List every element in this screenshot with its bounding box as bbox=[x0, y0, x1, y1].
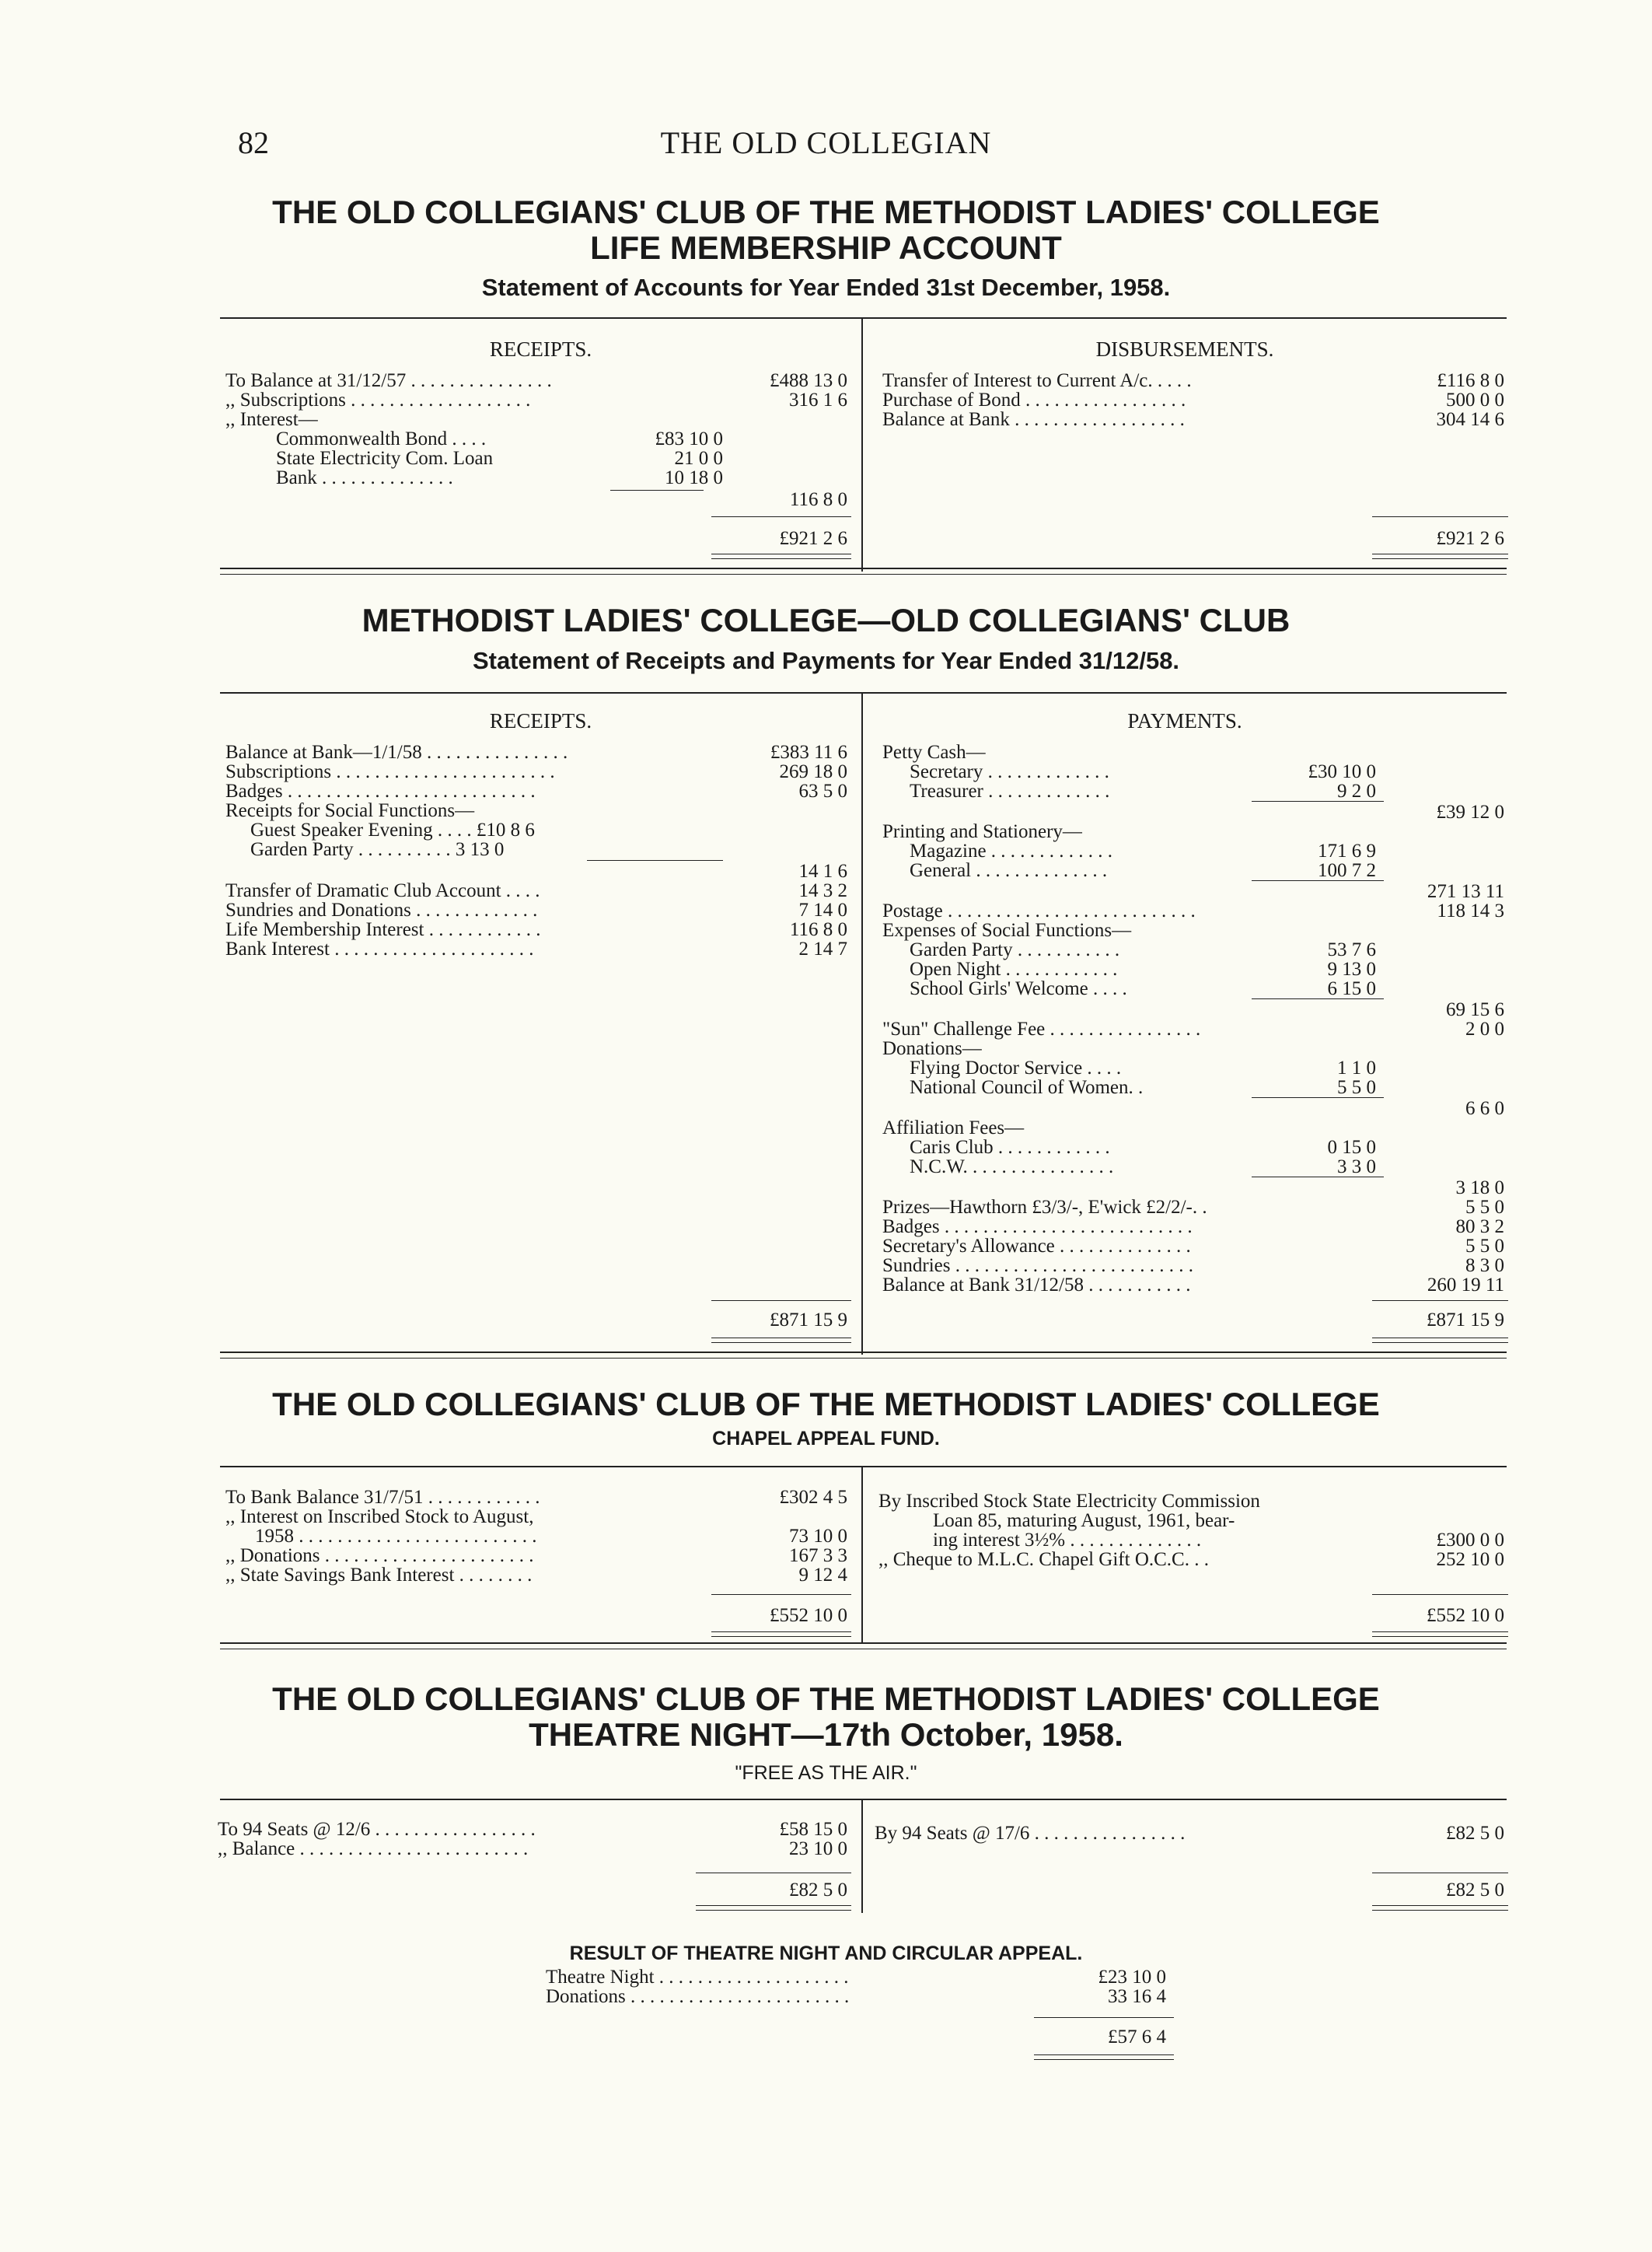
life-left-label-4: State Electricity Com. Loan bbox=[276, 448, 494, 469]
club-right-mid-11: 9 13 0 bbox=[1327, 959, 1376, 980]
club-right-rule-social bbox=[1252, 998, 1384, 999]
club-right-label-17: National Council of Women. . bbox=[910, 1077, 1144, 1098]
club-right-label-10: Garden Party . . . . . . . . . . . bbox=[910, 939, 1120, 960]
chapel-right-double-rule bbox=[1372, 1631, 1508, 1637]
chapel-right-label-3: ,, Cheque to M.L.C. Chapel Gift O.C.C. . . bbox=[878, 1549, 1209, 1570]
club-right-label-23: Prizes—Hawthorn £3/3/-, E'wick £2/2/-. . bbox=[882, 1197, 1207, 1218]
club-right-label-21: N.C.W. . . . . . . . . . . . . . . . bbox=[910, 1156, 1114, 1177]
theatre-left-amount-0: £58 15 0 bbox=[779, 1819, 847, 1840]
page-number: 82 bbox=[238, 125, 269, 160]
club-right-mid-6: 100 7 2 bbox=[1318, 860, 1376, 881]
life-right-label-1: Purchase of Bond . . . . . . . . . . . . . . . . . bbox=[882, 390, 1186, 411]
club-right-mid-16: 1 1 0 bbox=[1337, 1058, 1376, 1079]
chapel-left-amount-0: £302 4 5 bbox=[779, 1487, 847, 1508]
result-amount-1: 33 16 4 bbox=[1108, 1986, 1166, 2007]
life-left-amount-4: 21 0 0 bbox=[674, 448, 723, 469]
chapel-left-double-rule bbox=[711, 1631, 851, 1637]
chapel-left-amount-3: 167 3 3 bbox=[789, 1545, 847, 1566]
club-right-label-6: General . . . . . . . . . . . . . . bbox=[910, 860, 1108, 881]
club-right-amount-25: 5 5 0 bbox=[1465, 1236, 1504, 1257]
club-right-amount-26: 8 3 0 bbox=[1465, 1255, 1504, 1276]
club-right-mid-20: 0 15 0 bbox=[1327, 1137, 1376, 1158]
theatre-left-total: £82 5 0 bbox=[789, 1880, 847, 1901]
club-left-amount-9: 116 8 0 bbox=[789, 919, 847, 940]
club-right-mid-21: 3 3 0 bbox=[1337, 1156, 1376, 1177]
life-left-amount-5: 10 18 0 bbox=[665, 467, 723, 488]
chapel-left-label-2: 1958 . . . . . . . . . . . . . . . . . . . . . . . . . bbox=[255, 1526, 537, 1547]
life-left-amount-0: £488 13 0 bbox=[770, 370, 847, 391]
chapel-left-label-1: ,, Interest on Inscribed Stock to August, bbox=[225, 1506, 534, 1527]
theatre-right-double-rule bbox=[1372, 1905, 1508, 1911]
club-top-rule bbox=[220, 692, 1507, 694]
club-right-double-rule bbox=[1372, 1338, 1508, 1343]
life-left-amount-3: £83 10 0 bbox=[655, 428, 723, 449]
club-left-amount-2: 63 5 0 bbox=[798, 781, 847, 802]
life-left-amount-1: 316 1 6 bbox=[789, 390, 847, 411]
life-left-label-1: ,, Subscriptions . . . . . . . . . . . . . . . . . . . bbox=[225, 390, 531, 411]
chapel-left-label-4: ,, State Savings Bank Interest . . . . . . . . bbox=[225, 1565, 533, 1586]
club-left-subtotal-rule bbox=[587, 860, 723, 861]
club-right-label-20: Caris Club . . . . . . . . . . . . bbox=[910, 1137, 1110, 1158]
life-top-rule bbox=[220, 317, 1507, 319]
club-right-mid-12: 6 15 0 bbox=[1327, 978, 1376, 999]
club-right-label-5: Magazine . . . . . . . . . . . . . bbox=[910, 841, 1113, 862]
result-total-rule bbox=[1034, 2017, 1174, 2018]
club-left-label-2: Badges . . . . . . . . . . . . . . . . . . . . . . . . . . bbox=[225, 781, 536, 802]
club-right-mid-17: 5 5 0 bbox=[1337, 1077, 1376, 1098]
club-left-total: £871 15 9 bbox=[770, 1310, 847, 1331]
life-left-label-5: Bank . . . . . . . . . . . . . . bbox=[276, 467, 453, 488]
club-right-label-11: Open Night . . . . . . . . . . . . bbox=[910, 959, 1118, 980]
club-left-double-rule bbox=[711, 1338, 851, 1343]
life-right-double-rule bbox=[1372, 554, 1508, 559]
life-subtitle: Statement of Accounts for Year Ended 31st December, 1958. bbox=[481, 274, 1171, 301]
result-double-rule bbox=[1034, 2054, 1174, 2060]
running-head: THE OLD COLLEGIAN bbox=[660, 125, 992, 160]
club-right-mid-5: 171 6 9 bbox=[1318, 841, 1376, 862]
theatre-left-label-0: To 94 Seats @ 12/6 . . . . . . . . . . . . . . . . . bbox=[218, 1819, 536, 1840]
club-right-label-15: Donations— bbox=[882, 1038, 982, 1059]
club-left-amount-1: 269 18 0 bbox=[779, 761, 847, 782]
club-left-amount-10: 2 14 7 bbox=[798, 939, 847, 960]
theatre-title-2: THEATRE NIGHT—17th October, 1958. bbox=[529, 1716, 1123, 1753]
theatre-left-amount-1: 23 10 0 bbox=[789, 1838, 847, 1859]
chapel-left-total-rule bbox=[711, 1594, 851, 1595]
club-bottom-rule bbox=[220, 1352, 1507, 1353]
club-right-amount-23: 5 5 0 bbox=[1465, 1197, 1504, 1218]
chapel-right-label-2: ing interest 3½% . . . . . . . . . . . . . . bbox=[933, 1530, 1202, 1551]
club-right-label-26: Sundries . . . . . . . . . . . . . . . . . . . . . . . . . bbox=[882, 1255, 1193, 1276]
life-right-amount-0: £116 8 0 bbox=[1437, 370, 1504, 391]
club-right-rule-petty bbox=[1252, 801, 1384, 802]
chapel-subtitle: CHAPEL APPEAL FUND. bbox=[712, 1428, 940, 1449]
chapel-left-total: £552 10 0 bbox=[770, 1605, 847, 1626]
club-right-label-2: Treasurer . . . . . . . . . . . . . bbox=[910, 781, 1110, 802]
life-bottom-rule-2 bbox=[220, 574, 1507, 575]
life-title-1: THE OLD COLLEGIANS' CLUB OF THE METHODIST LADIES' COLLEGE bbox=[272, 194, 1380, 230]
club-right-mid-10: 53 7 6 bbox=[1327, 939, 1376, 960]
club-left-label-7: Transfer of Dramatic Club Account . . . . bbox=[225, 880, 540, 901]
club-right-label-12: School Girls' Welcome . . . . bbox=[910, 978, 1127, 999]
chapel-left-label-0: To Bank Balance 31/7/51 . . . . . . . . . . . . bbox=[225, 1487, 540, 1508]
club-left-label-1: Subscriptions . . . . . . . . . . . . . . . . . . . . . . . bbox=[225, 761, 555, 782]
club-right-mid-1: £30 10 0 bbox=[1308, 761, 1376, 782]
club-left-label-8: Sundries and Donations . . . . . . . . . . . . . bbox=[225, 900, 538, 921]
theatre-top-rule bbox=[220, 1799, 1507, 1800]
life-left-total: £921 2 6 bbox=[779, 528, 847, 549]
chapel-right-amount-2: £300 0 0 bbox=[1436, 1530, 1504, 1551]
club-right-label-0: Petty Cash— bbox=[882, 742, 986, 763]
club-right-label-27: Balance at Bank 31/12/58 . . . . . . . . . . . bbox=[882, 1275, 1191, 1296]
club-receipts-heading: RECEIPTS. bbox=[489, 709, 592, 733]
life-left-label-0: To Balance at 31/12/57 . . . . . . . . . . . . . . . bbox=[225, 370, 552, 391]
club-right-label-4: Printing and Stationery— bbox=[882, 821, 1082, 842]
theatre-left-double-rule bbox=[696, 1905, 851, 1911]
club-right-label-25: Secretary's Allowance . . . . . . . . . . . . . . bbox=[882, 1236, 1191, 1257]
club-right-amount-7: 271 13 11 bbox=[1427, 881, 1504, 902]
club-title: METHODIST LADIES' COLLEGE—OLD COLLEGIANS' CLUB bbox=[361, 602, 1291, 638]
result-label-1: Donations . . . . . . . . . . . . . . . . . . . . . . . bbox=[546, 1986, 850, 2007]
club-left-amount-7: 14 3 2 bbox=[798, 880, 847, 901]
club-right-amount-8: 118 14 3 bbox=[1437, 900, 1504, 921]
theatre-left-label-1: ,, Balance . . . . . . . . . . . . . . . . . . . . . . . . bbox=[218, 1838, 529, 1859]
chapel-left-label-3: ,, Donations . . . . . . . . . . . . . . . . . . . . . . bbox=[225, 1545, 534, 1566]
club-left-label-0: Balance at Bank—1/1/58 . . . . . . . . . . . . . . . bbox=[225, 742, 568, 763]
club-left-total-rule bbox=[711, 1300, 851, 1301]
club-right-label-14: "Sun" Challenge Fee . . . . . . . . . . . . . . . . bbox=[882, 1019, 1201, 1040]
life-left-amount-6: 116 8 0 bbox=[789, 489, 847, 510]
club-left-label-9: Life Membership Interest . . . . . . . . . . . . bbox=[225, 919, 541, 940]
life-right-amount-1: 500 0 0 bbox=[1446, 390, 1504, 411]
club-right-label-16: Flying Doctor Service . . . . bbox=[910, 1058, 1122, 1079]
life-left-double-rule bbox=[711, 554, 851, 559]
club-right-amount-27: 260 19 11 bbox=[1427, 1275, 1504, 1296]
club-left-amount-6: 14 1 6 bbox=[798, 861, 847, 882]
club-right-total-rule bbox=[1372, 1300, 1508, 1301]
result-label-0: Theatre Night . . . . . . . . . . . . . . . . . . . . bbox=[546, 1967, 849, 1988]
club-left-amount-8: 7 14 0 bbox=[798, 900, 847, 921]
club-right-amount-22: 3 18 0 bbox=[1455, 1177, 1504, 1198]
club-bottom-rule-2 bbox=[220, 1358, 1507, 1359]
chapel-left-amount-4: 9 12 4 bbox=[798, 1565, 847, 1586]
life-right-label-2: Balance at Bank . . . . . . . . . . . . . . . . . . bbox=[882, 409, 1185, 430]
chapel-divider bbox=[861, 1467, 863, 1642]
chapel-title: THE OLD COLLEGIANS' CLUB OF THE METHODIST LADIES' COLLEGE bbox=[272, 1386, 1380, 1422]
life-right-label-0: Transfer of Interest to Current A/c. . . . . bbox=[882, 370, 1192, 391]
club-right-label-19: Affiliation Fees— bbox=[882, 1117, 1025, 1138]
club-right-label-24: Badges . . . . . . . . . . . . . . . . . . . . . . . . . . bbox=[882, 1216, 1193, 1237]
club-left-amount-0: £383 11 6 bbox=[770, 742, 847, 763]
chapel-right-total: £552 10 0 bbox=[1427, 1605, 1504, 1626]
life-left-label-2: ,, Interest— bbox=[225, 409, 318, 430]
theatre-right-amount-0: £82 5 0 bbox=[1446, 1823, 1504, 1844]
chapel-bottom-rule bbox=[220, 1642, 1507, 1644]
result-total: £57 6 4 bbox=[1108, 2026, 1166, 2047]
club-right-total: £871 15 9 bbox=[1427, 1310, 1504, 1331]
club-right-label-1: Secretary . . . . . . . . . . . . . bbox=[910, 761, 1109, 782]
club-subtitle: Statement of Receipts and Payments for Year Ended 31/12/58. bbox=[472, 647, 1180, 674]
club-left-label-10: Bank Interest . . . . . . . . . . . . . . . . . . . . . bbox=[225, 939, 534, 960]
theatre-divider bbox=[861, 1800, 863, 1913]
result-amount-0: £23 10 0 bbox=[1098, 1967, 1166, 1988]
club-right-mid-2: 9 2 0 bbox=[1337, 781, 1376, 802]
chapel-right-label-0: By Inscribed Stock State Electricity Commission bbox=[878, 1491, 1260, 1512]
chapel-right-label-1: Loan 85, maturing August, 1961, bear- bbox=[933, 1510, 1235, 1531]
life-left-total-rule bbox=[711, 516, 851, 517]
club-left-label-5: Garden Party . . . . . . . . . . 3 13 0 bbox=[250, 839, 505, 860]
club-divider bbox=[861, 694, 863, 1355]
club-right-amount-24: 80 3 2 bbox=[1455, 1216, 1504, 1237]
life-title-2: LIFE MEMBERSHIP ACCOUNT bbox=[590, 229, 1062, 266]
theatre-right-total: £82 5 0 bbox=[1446, 1880, 1504, 1901]
theatre-title-1: THE OLD COLLEGIANS' CLUB OF THE METHODIST LADIES' COLLEGE bbox=[272, 1680, 1380, 1717]
club-right-rule-donations bbox=[1252, 1097, 1384, 1098]
life-right-total-rule bbox=[1372, 516, 1508, 517]
club-right-amount-13: 69 15 6 bbox=[1446, 999, 1504, 1020]
chapel-right-total-rule bbox=[1372, 1594, 1508, 1595]
chapel-left-amount-2: 73 10 0 bbox=[789, 1526, 847, 1547]
club-right-label-9: Expenses of Social Functions— bbox=[882, 920, 1132, 941]
club-right-amount-18: 6 6 0 bbox=[1465, 1098, 1504, 1119]
club-right-rule-printing bbox=[1252, 880, 1384, 881]
club-payments-heading: PAYMENTS. bbox=[1127, 709, 1242, 733]
club-right-amount-3: £39 12 0 bbox=[1436, 802, 1504, 823]
life-right-amount-2: 304 14 6 bbox=[1436, 409, 1504, 430]
club-left-label-4: Guest Speaker Evening . . . . £10 8 6 bbox=[250, 820, 535, 841]
life-right-total: £921 2 6 bbox=[1436, 528, 1504, 549]
life-receipts-heading: RECEIPTS. bbox=[489, 337, 592, 361]
club-left-label-3: Receipts for Social Functions— bbox=[225, 800, 475, 821]
theatre-right-label-0: By 94 Seats @ 17/6 . . . . . . . . . . . . . . . . bbox=[875, 1823, 1186, 1844]
theatre-subtitle: "FREE AS THE AIR." bbox=[735, 1762, 917, 1784]
club-right-amount-14: 2 0 0 bbox=[1465, 1019, 1504, 1040]
life-disbursements-heading: DISBURSEMENTS. bbox=[1095, 337, 1274, 361]
life-bottom-rule bbox=[220, 568, 1507, 569]
chapel-top-rule bbox=[220, 1466, 1507, 1467]
result-title: RESULT OF THEATRE NIGHT AND CIRCULAR APPEAL. bbox=[569, 1943, 1083, 1964]
chapel-right-amount-3: 252 10 0 bbox=[1436, 1549, 1504, 1570]
club-right-label-8: Postage . . . . . . . . . . . . . . . . . . . . . . . . . . bbox=[882, 900, 1196, 921]
life-left-label-3: Commonwealth Bond . . . . bbox=[276, 428, 487, 449]
